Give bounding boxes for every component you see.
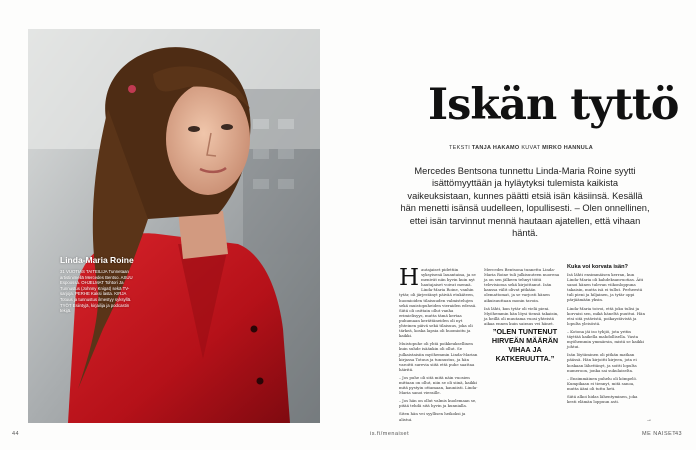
page-number-right: 43 (675, 431, 683, 437)
body-paragraph: – Jos hän on ollut valmis kuolemaan se, pitää tehdä sitä hyvin ja kunnialla. (399, 398, 477, 409)
body-paragraph: Mercedes Bentsona tunnettu Linda-Maria Roine tuli julkisuuteen nuorena ja on sen jälkeen tehnyt töitä televisiossa sekä kirjoittanut. Isän kanssa välit olivat pitkään olemattomat, ja se varjosti hänen aikuisuuttaan monin tavoin. (484, 267, 560, 303)
body-paragraph: autajaiset pidettiin syksyisenä lauantaina, ja se menivät niin hyvin kuin nyt hautajaiset voivat mennä. Linda-Maria Roine, vanhin tytär, oli järjestänyt päivää etukäteen, huomioiden tilaisuuden valmistelujen sekä muistopuheiden vieraiden edessä. Siitä oli osittain ollut vanha erimielisyys, mutta tämä kertaa puhumaan kerättäneiden oli nyt yhteinen päivä sekä tilaisuus, joka oli tärkeä, koska lapsia oli huomioitu ja kaikki. (399, 267, 477, 339)
continue-arrow-icon: → (646, 417, 652, 423)
body-paragraph: Isä lähti ensimmäisen kerran, kun Linda-Maria oli kahdeksanvuotias. Äiti sanoi hänen tulevan viikonloppuna takaisin, mutta isä ei tullut. Perheestä tuli pieni ja hiljainen, ja tytär oppi pärjäämään yksin. (567, 272, 644, 303)
body-paragraph: Linda-Maria toivoi, että joku tulisi ja korvaisi sen, mikä häneltä puuttui. Hän etsi sitä ystävistä, poikaystävistä ja lopulta yleisöstä. (567, 305, 645, 326)
article-lead (400, 165, 650, 239)
body-paragraph: – Jos puhe oli sitä mitä näin vuosien mittaan on ollut, niin se oli siinä, kaikki mitä pystyin ottamaan, kauniisti. Linda-Maria sanoi vieraille. (399, 374, 478, 396)
credit-text-label: TEKSTI (448, 145, 471, 151)
caption-name: Linda-Maria Roine (60, 255, 134, 265)
credit-photo-author: MIRKO HANNULA (542, 145, 594, 151)
body-column-3 (567, 264, 646, 407)
portrait-photo (28, 29, 320, 423)
coat-button (251, 326, 258, 333)
body-paragraph: – Kotona jäi iso tyhjiö, jota yritin täyttää kaikella mahdollisella. Vasta myöhemmin ymmärsin, mistä se kaikki johtui. (567, 328, 644, 350)
credit-text-author: TANJA HAKAMO (471, 145, 520, 151)
page-number-left: 44 (12, 431, 20, 437)
body-column-1 (399, 267, 479, 425)
body-paragraph: Siitä alkoi hidas lähentyminen, joka kesti elämän loppuun asti. (567, 393, 638, 405)
body-paragraph: – Ensimmäinen puhelu oli kömpelö. Kumpikaan ei tiennyt, mitä sanoa, mutta ääni oli tuttu heti. (567, 375, 638, 391)
face (166, 83, 250, 195)
magazine-url: is.fi/menaiset (370, 431, 410, 437)
neck (178, 211, 228, 259)
left-eye (188, 126, 200, 132)
article-credits (421, 145, 621, 151)
magazine-name: ME NAISET (642, 431, 677, 437)
hair-clip (128, 85, 136, 93)
body-paragraph: Isä lähti, kun tytär oli vielä pieni. Myöhemmin hän löysi tiensä takaisin, ja heillä oli muutama vuosi yhteistä aikaa ennen kuin sairaus vei hänet. (484, 305, 559, 326)
article-title: Iskän tyttö (428, 80, 679, 130)
body-paragraph: Isän löytäminen oli pitkän matkan päässä. Hän kirjoitti kirjeen, jota ei koskaan lähettänyt, ja soitti lopulta numeroon, jonka sai sukulaiselta. (567, 352, 637, 373)
right-eye (221, 124, 233, 130)
section-subhead: Kuka voi korvata isän? (567, 264, 628, 270)
caption-facts: 31 VUOTIAS TAITEILIJA Tunnetaan artistinimellä Mercedes Bentso. ASUU Espoossa. OHJELMAT Tohtori Ja Tunnustus (Johnny Knigat) sekä TV-sarjoja. PERHE Kaksi lasta. KIRJA Totuus ja tunnustus ilmestyy syksyllä. TYÖT Esiintyjä, kirjailija ja podcastin tekijä. (60, 269, 133, 314)
drop-cap: H (399, 265, 420, 291)
credit-photo-label: KUVAT (521, 145, 541, 151)
body-paragraph: Siten hän vei syyllisen heikoksi ja alistui. (399, 411, 466, 422)
body-column-2 (484, 267, 562, 329)
photo-caption (60, 255, 134, 314)
coat-button (257, 378, 264, 385)
body-paragraph: Muistopuhe oli yhtä poikkeuksellinen kuin suhde isäänkin oli ollut. Se julkaistaisiin myöhemmin Linda-Marian kirjassa Totuus ja tunnustus, ja hän varoitti surevia siitä että puhe saattaa häiritä. (399, 341, 478, 372)
lead-paragraph: Mercedes Bentsona tunnettu Linda-Maria Roine syytti isättömyyttään ja hyläytyksi tulemista kaikista vaikeuksistaan, kunnes päätti etsiä isän käsiinsä. Kesällä hän menetti isänsä uudelleen, lopullisesti. – Olen onnellinen, ettei isän tarvinnut mennä hautaan ajatellen, että vihaan häntä. (400, 166, 650, 239)
portrait-illustration (28, 29, 320, 423)
pull-quote: ”OLEN TUNTENUT HIRVEÄN MÄÄRÄN VIHAA JA KATKERUUTTA.” (491, 327, 559, 363)
